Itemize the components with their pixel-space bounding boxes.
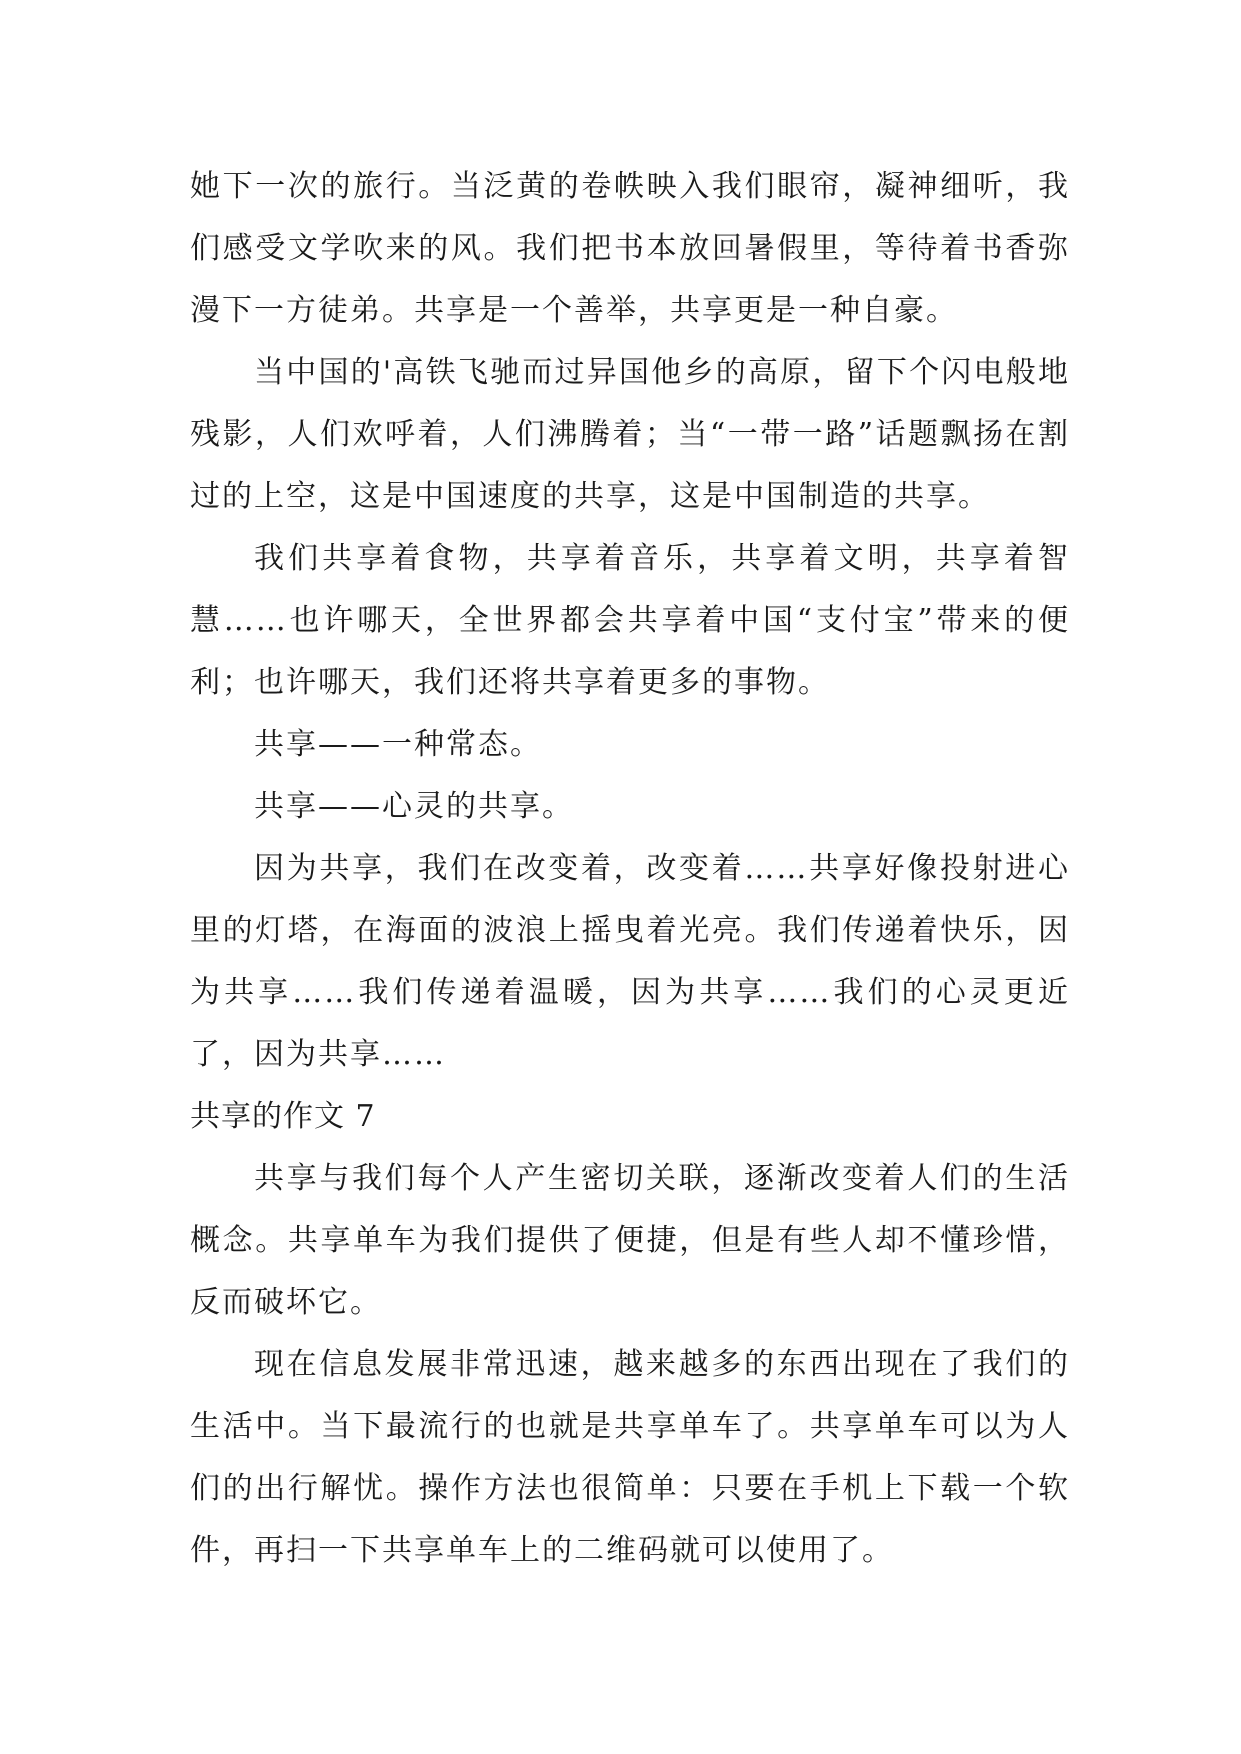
paragraph-2: 当中国的'高铁飞驰而过异国他乡的高原，留下个闪电般地残影，人们欢呼着，人们沸腾着；当“一带一路”话题飘扬在割过的上空，这是中国速度的共享，这是中国制造的共享。 [190, 355, 1070, 514]
paragraph-8: 现在信息发展非常迅速，越来越多的东西出现在了我们的生活中。当下最流行的也就是共享单车了。共享单车可以为人们的出行解忧。操作方法也很简单：只要在手机上下载一个软件，再扫一下共享单车上的二维码就可以使用了。 [190, 1347, 1070, 1568]
paragraph-4: 共享——一种常态。 [254, 727, 542, 762]
paragraph-3: 我们共享着食物，共享着音乐，共享着文明，共享着智慧……也许哪天，全世界都会共享着中国“支付宝”带来的便利；也许哪天，我们还将共享着更多的事物。 [190, 541, 1070, 700]
paragraph-1: 她下一次的旅行。当泛黄的卷帙映入我们眼帘，凝神细听，我们感受文学吹来的风。我们把书本放回暑假里，等待着书香弥漫下一方徒弟。共享是一个善举，共享更是一种自豪。 [190, 169, 1070, 328]
section-heading: 共享的作文 7 [190, 1099, 376, 1134]
paragraph-6: 因为共享，我们在改变着，改变着……共享好像投射进心里的灯塔，在海面的波浪上摇曳着光亮。我们传递着快乐，因为共享……我们传递着温暖，因为共享……我们的心灵更近了，因为共享…… [190, 851, 1070, 1072]
document-body [190, 156, 1070, 1582]
paragraph-5: 共享——心灵的共享。 [254, 789, 574, 824]
paragraph-7: 共享与我们每个人产生密切关联，逐渐改变着人们的生活概念。共享单车为我们提供了便捷，但是有些人却不懂珍惜，反而破坏它。 [190, 1161, 1070, 1320]
